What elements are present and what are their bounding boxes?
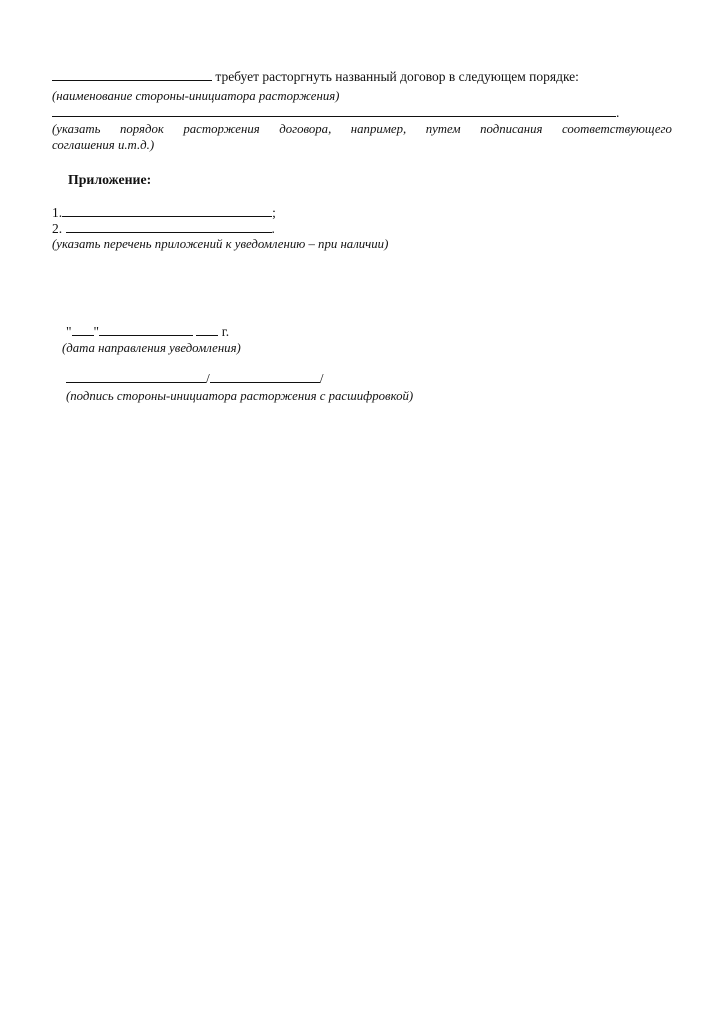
slash: / <box>319 371 324 386</box>
attachment-item-2 <box>52 220 275 237</box>
signature-line <box>66 370 324 387</box>
signature-caption: (подпись стороны-инициатора расторжения с расшифровкой) <box>66 389 414 403</box>
day-blank[interactable] <box>72 323 94 336</box>
procedure-caption-line2: соглашения и.т.д.) <box>52 138 155 152</box>
demand-line <box>52 68 579 85</box>
attachments-caption: (указать перечень приложений к уведомлению – при наличии) <box>52 237 389 251</box>
attachment-blank[interactable] <box>66 220 272 233</box>
caption-word: договора, <box>279 122 332 136</box>
attachment-item-1 <box>52 204 276 221</box>
name-blank[interactable] <box>210 370 320 383</box>
initiator-blank[interactable] <box>52 68 212 81</box>
procedure-end: . <box>616 105 620 120</box>
attachments-heading: Приложение: <box>68 172 152 187</box>
year-blank[interactable] <box>196 323 218 336</box>
caption-word: например, <box>350 122 407 136</box>
attachment-blank[interactable] <box>62 204 272 217</box>
procedure-caption-line1 <box>52 121 672 137</box>
quote-close: " <box>93 324 100 339</box>
attachment-number: 2. <box>52 221 66 236</box>
year-suffix: г. <box>221 324 230 339</box>
slash: / <box>206 371 210 386</box>
procedure-line <box>52 104 619 121</box>
signature-blank[interactable] <box>66 370 206 383</box>
caption-word: путем <box>425 122 461 136</box>
initiator-caption: (наименование стороны-инициатора расторжения) <box>52 89 340 103</box>
caption-word: подписания <box>480 122 543 136</box>
caption-word: соответствующего <box>561 122 672 136</box>
caption-word: (указать <box>52 122 101 136</box>
caption-word: расторжения <box>183 122 260 136</box>
caption-word: порядок <box>120 122 164 136</box>
month-blank[interactable] <box>99 323 193 336</box>
demand-text: требует расторгнуть названный договор в следующем порядке: <box>215 69 579 84</box>
attachment-number: 1. <box>52 205 63 220</box>
attachment-end: ; <box>272 205 276 220</box>
date-caption: (дата направления уведомления) <box>62 341 241 355</box>
attachment-end: . <box>271 221 275 236</box>
date-line <box>66 323 229 340</box>
quote-open: " <box>66 324 72 339</box>
procedure-blank[interactable] <box>52 104 616 117</box>
